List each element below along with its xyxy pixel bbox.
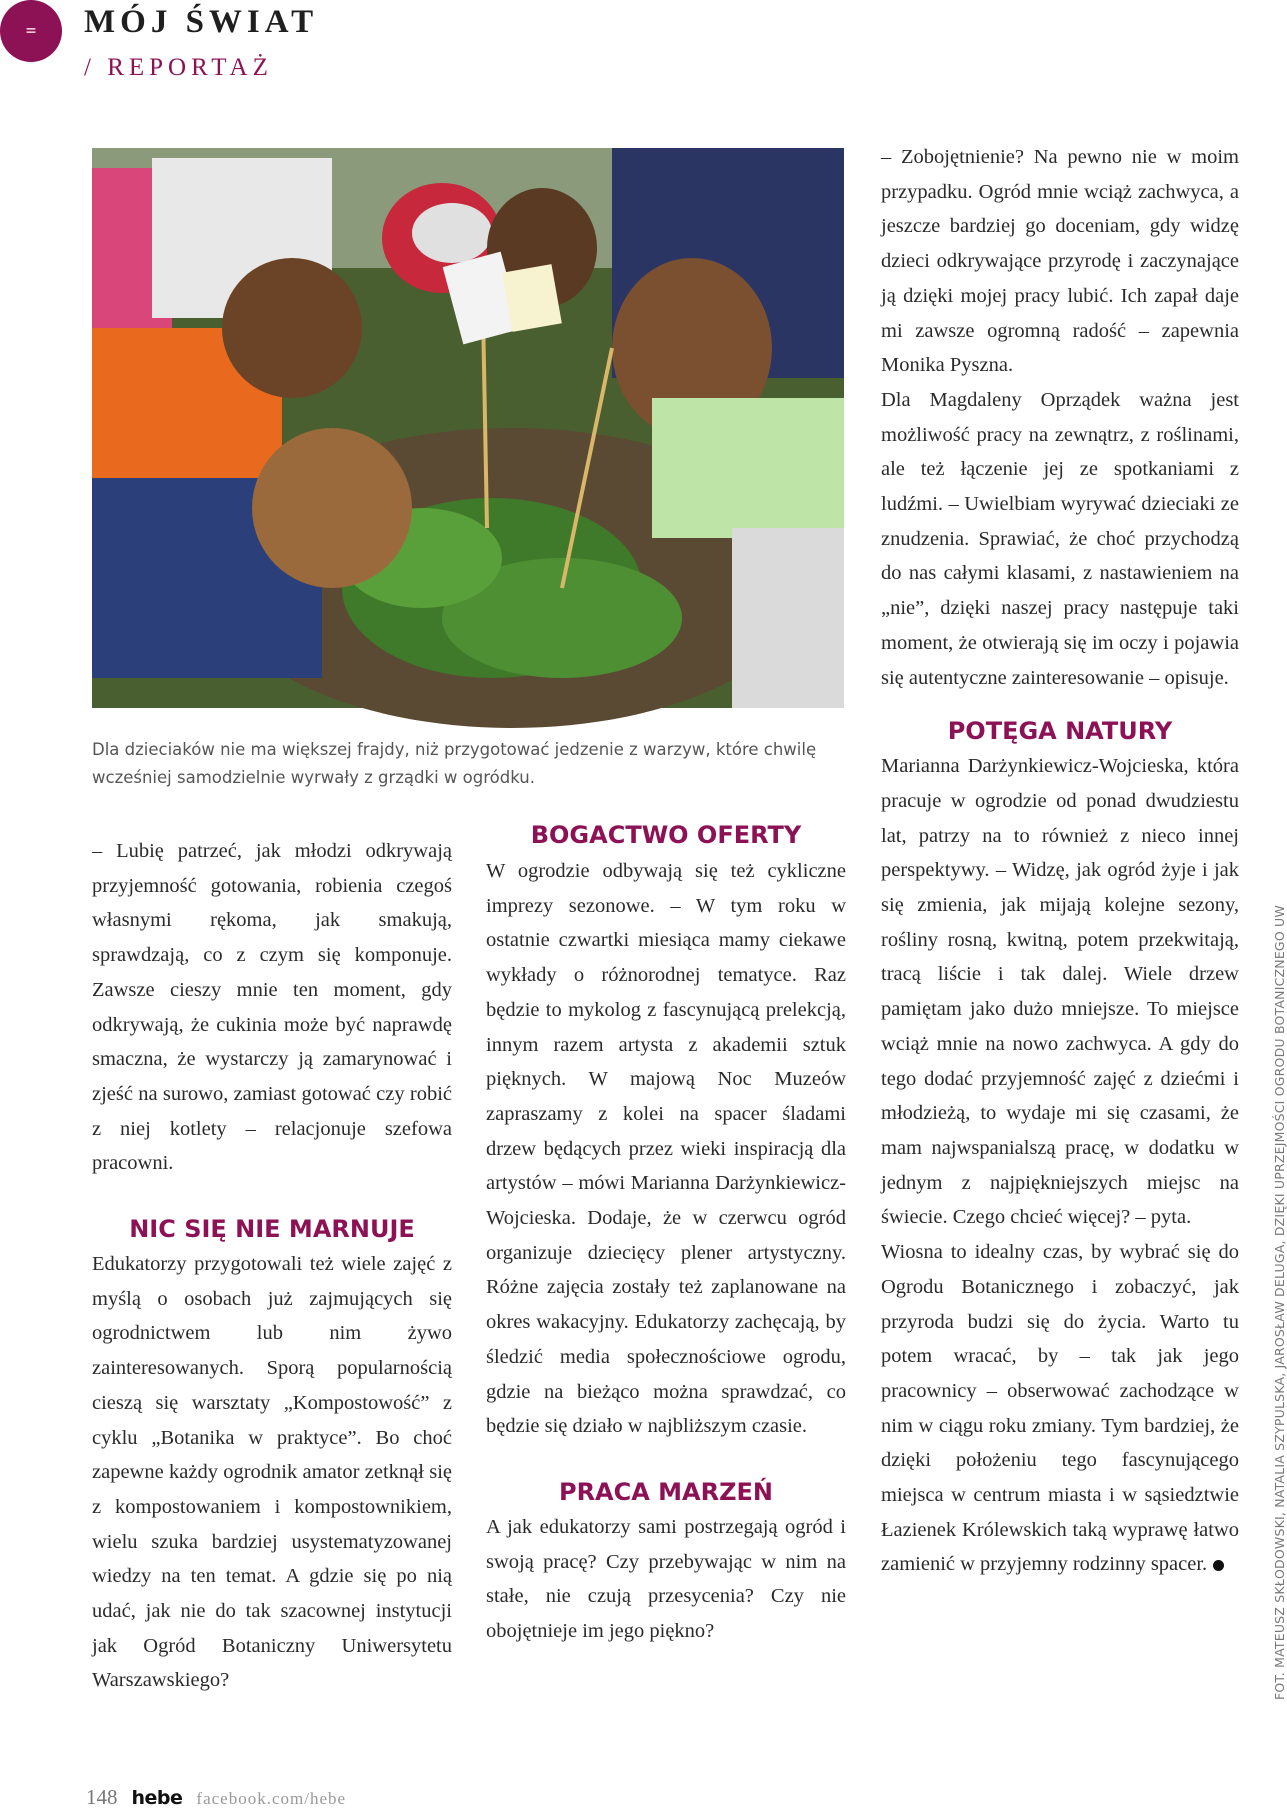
article-column-2: [486, 821, 846, 1649]
paragraph: – Zobojętnienie? Na pewno nie w moim przypadku. Ogród mnie wciąż zachwyca, a jeszcze bardziej go doceniam, gdy widzę dzieci odkrywające przyrodę i zaczynające ją dzięki mojej pracy lubić. Ich zapał daje mi zawsze ogromną radość – zapewnia Monika Pyszna.: [881, 146, 1239, 377]
section-heading: BOGACTWO OFERTY: [530, 821, 802, 849]
footer-link[interactable]: facebook.com/hebe: [196, 1789, 347, 1808]
paragraph: – Lubię patrzeć, jak młodzi odkrywają przyjemność gotowania, robienia czegoś własnymi rękoma, jak smakują, sprawdzają, co z czym się komponuje. Zawsze cieszy mnie ten moment, gdy odkrywają, że cukinia może być naprawdę smaczna, że wystarczy ją zamarynować i zjeść na surowo, zamiast gotować czy robić z niej kotlety – relacjonuje szefowa pracowni.: [92, 840, 452, 1175]
paragraph: Marianna Darżynkiewicz-Wojcieska, która pracuje w ogrodzie od ponad dwudziestu lat, patrzy na to również z nieco innej perspektywy. – Widzę, jak ogród żyje i jak się zmienia, jak mijają kolejne sezony, rośliny rosną, kwitną, potem przekwitają, tracą liście i tak dalej. Wiele drzew pamiętam jako dużo mniejsze. To miejsce wciąż mnie na nowo zachwyca. A gdy do tego dodać przyjemność zajęć z dziećmi i młodzieżą, to wydaje mi się czasami, że mam najwspanialszą pracę, w dodatku w jednym z najpiękniejszych miejsc na świecie. Czego chcieć więcej? – pyta.: [881, 755, 1239, 1229]
section-title: MÓJ ŚWIAT: [84, 4, 319, 40]
article-photo: [92, 148, 844, 708]
menu-icon: =: [25, 23, 37, 39]
article-column-3: [881, 140, 1239, 1582]
section-heading: PRACA MARZEŃ: [558, 1477, 773, 1506]
paragraph: W ogrodzie odbywają się też cykliczne imprezy sezonowe. – W tym roku w ostatnie czwartki miesiąca mamy ciekawe wykłady o różnorodnej tematyce. Raz będzie to mykolog z fascynującą prelekcją, innym razem artysta z akademii sztuk pięknych. W majową Noc Muzeów zapraszamy z kolei na spacer śladami drzew będących przez wieki inspiracją dla artystów – mówi Marianna Darżynkiewicz-Wojcieska. Dodaje, że w czerwcu ogród organizuje dziecięcy plener artystyczny. Różne zajęcia zostały też zaplanowane na okres wakacyjny. Edukatorzy zachęcają, by śledzić media społecznościowe ogrodu, gdzie na bieżąco można sprawdzać, co będzie się działo w najbliższym czasie.: [486, 860, 846, 1438]
paragraph: [881, 1235, 1239, 1582]
section-heading: POTĘGA NATURY: [947, 717, 1173, 746]
brand-logo: hebe: [131, 1787, 183, 1809]
section-heading: NIC SIĘ NIE MARNUJE: [129, 1215, 415, 1244]
article-column-1: [92, 834, 452, 1698]
page-footer: [86, 1785, 346, 1810]
section-badge: [0, 0, 62, 62]
children-in-garden-illustration: [92, 148, 844, 708]
paragraph: Edukatorzy przygotowali też wiele zajęć z myślą o osobach już zajmujących się ogrodnictwem lub nim żywo zainteresowanych. Sporą popularnością cieszą się warsztaty „Kompostowość” z cyklu „Botanika w praktyce”. Bo choć zapewne każdy ogrodnik amator zetknął się z kompostowaniem i kompostownikiem, wielu szuka bardziej usystematyzowanej wiedzy na ten temat. A gdzie się po nią udać, jak nie do tak szacownej instytucji jak Ogród Botaniczny Uniwersytetu Warszawskiego?: [92, 1253, 452, 1692]
photo-credit: FOT. MATEUSZ SKŁODOWSKI, NATALIA SZYPULSKA, JAROSŁAW DELUGA, DZIĘKI UPRZEJMOŚCI OGRODU BOTANICZNEGO UW: [1272, 905, 1287, 1700]
paragraph: Dla Magdaleny Oprządek ważna jest możliwość pracy na zewnątrz, z roślinami, ale też łączenie jej ze spotkaniami z ludźmi. – Uwielbiam wyrywać dzieciaki ze znudzenia. Sprawiać, że choć przychodzą do nas całymi klasami, z nastawieniem na „nie”, dzięki naszej pracy następuje taki moment, że otwierają się im oczy i pojawia się autentyczne zainteresowanie – opisuje.: [881, 388, 1239, 689]
paragraph: A jak edukatorzy sami postrzegają ogród i swoją pracę? Czy przebywając w nim na stałe, nie czują przesycenia? Czy nie obojętnieje im jego piękno?: [486, 1515, 846, 1643]
end-mark-icon: [1213, 1560, 1224, 1571]
paragraph-text: Wiosna to idealny czas, by wybrać się do Ogrodu Botanicznego i zobaczyć, jak przyroda budzi się do życia. Warto tu potem wracać, by – tak jak jego pracownicy – obserwować zachodzące w nim w ciągu roku zmiany. Tym bardziej, że dzięki położeniu tego fascynującego miejsca w centrum miasta i w sąsiedztwie Łazienek Królewskich taką wyprawę łatwo zamienić w przyjemny rodzinny spacer.: [881, 1241, 1239, 1576]
page-number: 148: [86, 1785, 118, 1809]
section-subtitle: / REPORTAŻ: [84, 54, 273, 81]
photo-caption: Dla dzieciaków nie ma większej frajdy, niż przygotować jedzenie z warzyw, które chwilę wcześniej samodzielnie wyrwały z grządki w ogródku.: [92, 740, 817, 787]
